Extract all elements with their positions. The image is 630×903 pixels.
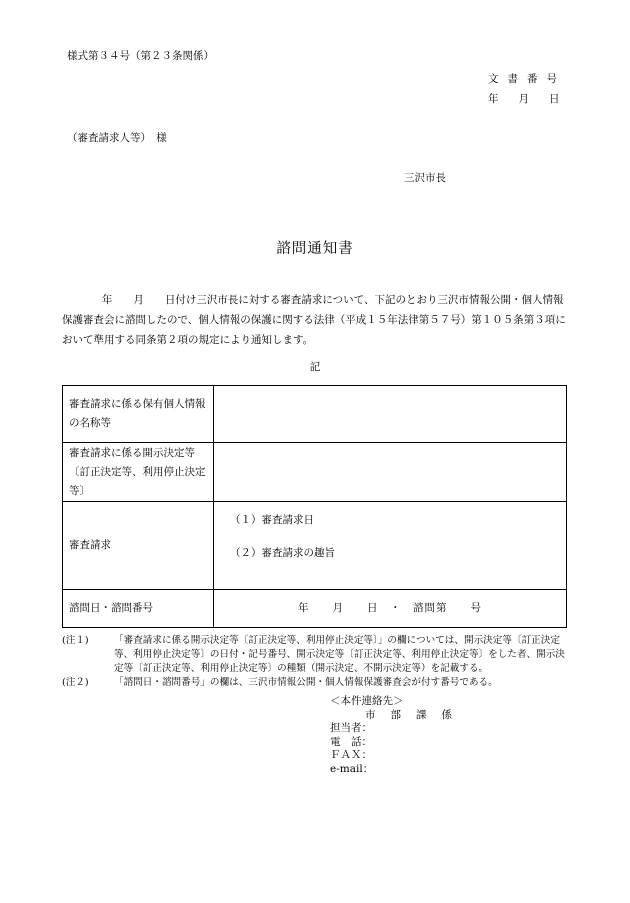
row3-item2: （２）審査請求の趣旨 [230, 546, 335, 559]
notice-table [62, 385, 567, 628]
document-title: 諮問通知書 [276, 241, 354, 257]
row3-item1: （１）審査請求日 [230, 513, 314, 526]
row4-value: 年 月 日 ・ 諮問第 号 [214, 590, 567, 628]
row4-label: 諮問日・諮問番号 [63, 590, 214, 628]
contact-fax-row [330, 749, 467, 763]
table-row [63, 443, 567, 502]
row3-value [214, 502, 567, 590]
note-label: (注１) [62, 635, 89, 646]
addressee: （審査請求人等） 様 [67, 132, 167, 144]
contact-department: 市部課係 [365, 708, 467, 721]
notes [62, 634, 572, 690]
date-line: 年月日 [488, 93, 580, 105]
document-number-label: 文書番号 [488, 73, 566, 85]
form-number: 様式第３４号（第２３条関係） [67, 50, 214, 62]
contact-header: ＜本件連絡先＞ [330, 695, 404, 707]
sender: 三沢市長 [404, 172, 446, 184]
note-item [62, 634, 572, 676]
contact-person-row [330, 722, 467, 736]
note-label: (注２) [62, 677, 89, 688]
ki-mark: 記 [309, 361, 321, 373]
contact-info [330, 695, 467, 776]
contact-phone-row [330, 736, 467, 750]
table-row [63, 386, 567, 443]
note-item [62, 676, 572, 690]
row1-value [214, 386, 567, 443]
table-row [63, 502, 567, 590]
row1-label: 審査請求に係る保有個人情報の名称等 [63, 386, 214, 443]
note-text: 「審査請求に係る開示決定等〔訂正決定等、利用停止決定等〕」の欄については、開示決定等〔訂正決定等、利用停止決定等〕の日付・記号番号、開示決定等〔訂正決定等、利用停止決定等〕をした者、開示決定等〔訂正決定等、利用停止決定等〕の種類（開示決定、不開示決定等）を記載する。 [114, 635, 565, 674]
row3-label: 審査請求 [63, 502, 214, 590]
row2-label: 審査請求に係る開示決定等〔訂正決定等、利用停止決定等〕 [63, 443, 214, 502]
contact-email-row [330, 763, 467, 777]
contact-phone-label: 電 話： [330, 735, 372, 748]
table-row [63, 590, 567, 628]
contact-email-label: e-mail： [330, 762, 374, 775]
body-text [62, 290, 566, 350]
note-text: 「諮問日・諮問番号」の欄は、三沢市情報公開・個人情報保護審査会が付す番号である。 [114, 677, 498, 688]
contact-fax-label: ＦＡＸ： [330, 749, 372, 761]
body-paragraph: 年 月 日付け三沢市長に対する審査請求について、下記のとおり三沢市情報公開・個人情報保護審査会に諮問したので、個人情報の保護に関する法律（平成１５年法律第５７号）第１０５条第３項において準用する同条第２項の規定により通知します。 [62, 294, 566, 346]
row2-value [214, 443, 567, 502]
contact-person-label: 担当者： [330, 722, 372, 734]
